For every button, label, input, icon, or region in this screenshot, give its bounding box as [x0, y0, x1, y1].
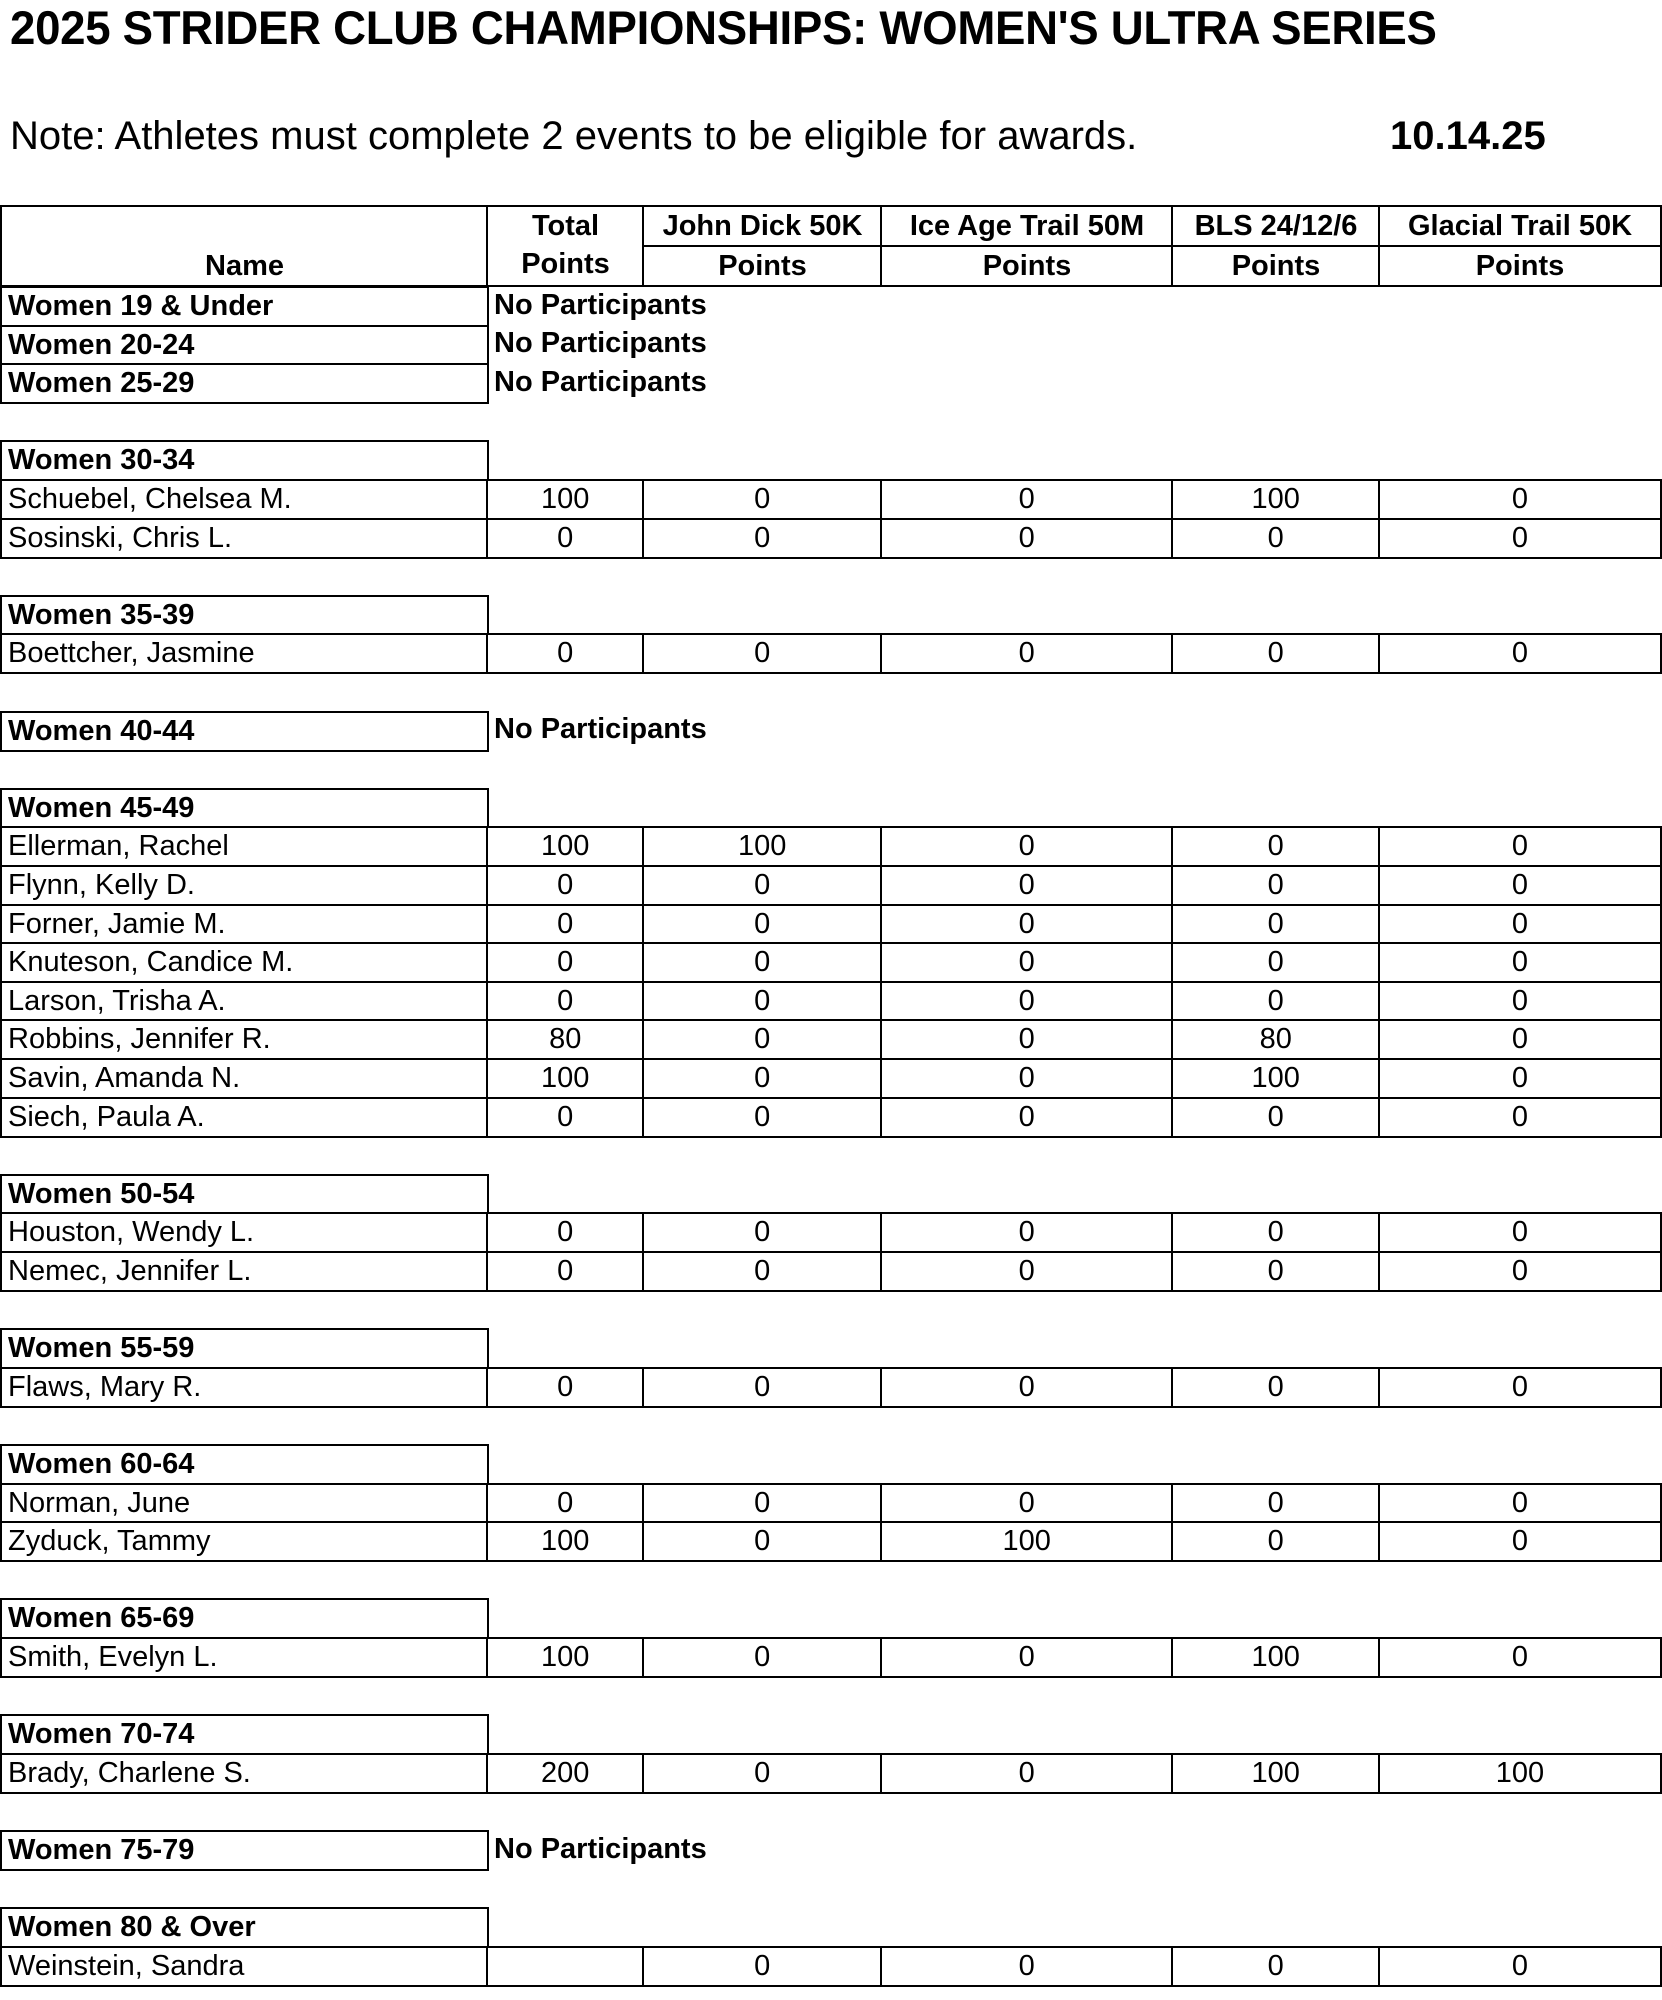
event-points-text: 0 [754, 1062, 771, 1095]
header-event-ice-age-trail-50m [880, 205, 1174, 247]
event-points [642, 1753, 883, 1794]
total-points [486, 518, 645, 559]
header-name-label: Name [205, 250, 284, 282]
total-points [486, 1483, 645, 1524]
event-points [1171, 1019, 1381, 1060]
event-points [1378, 1753, 1662, 1794]
header-event-bls-24-12-6 [1171, 205, 1381, 247]
athlete-name [0, 479, 489, 520]
header-total-sub-label: Points [521, 248, 610, 280]
athlete-name [0, 1483, 489, 1524]
event-points [880, 942, 1174, 983]
event-points [1378, 1483, 1662, 1524]
event-points [880, 1251, 1174, 1292]
event-points [880, 1212, 1174, 1253]
header-points-john-dick-50k [642, 245, 883, 287]
event-points-text: 0 [1511, 1641, 1529, 1674]
event-points-text: 0 [754, 637, 771, 670]
event-points [1378, 1097, 1662, 1138]
total-points [486, 1251, 645, 1292]
athlete-name-text: Houston, Wendy L. [8, 1216, 255, 1249]
no-participants-label: No Participants [494, 713, 707, 746]
athlete-name-text: Robbins, Jennifer R. [8, 1023, 271, 1056]
event-points [1378, 1251, 1662, 1292]
event-points-text: 0 [1018, 1949, 1035, 1982]
age-group-label [0, 1328, 489, 1369]
event-points [1171, 1753, 1381, 1794]
athlete-name [0, 865, 489, 906]
event-points-text: 0 [754, 869, 771, 902]
event-points [880, 1753, 1174, 1794]
age-group-label [0, 286, 489, 327]
event-points-text: 0 [754, 984, 771, 1017]
event-points [880, 633, 1174, 674]
event-points-text: 0 [1267, 637, 1284, 670]
event-points [880, 981, 1174, 1022]
event-points [1171, 1367, 1381, 1408]
athlete-name-text: Smith, Evelyn L. [8, 1641, 218, 1674]
event-points [880, 826, 1174, 867]
athlete-name [0, 1251, 489, 1292]
age-group-label [0, 788, 489, 829]
event-points [1171, 942, 1381, 983]
age-group-label [0, 1444, 489, 1485]
event-points [1171, 479, 1381, 520]
event-points-text: 0 [1018, 1023, 1035, 1056]
total-points-text: 0 [557, 1216, 574, 1249]
total-points-text: 100 [541, 1062, 590, 1095]
total-points-text: 0 [557, 1100, 574, 1133]
total-points-text: 0 [557, 946, 574, 979]
age-group-label-text: Women 70-74 [8, 1718, 195, 1751]
event-points [880, 904, 1174, 945]
athlete-name [0, 1367, 489, 1408]
event-points-text: 0 [1267, 907, 1284, 940]
event-points-text: 0 [1267, 869, 1284, 902]
event-points-text: 0 [1511, 1255, 1529, 1288]
total-points [486, 1753, 645, 1794]
event-points-text: 0 [1511, 521, 1529, 554]
event-points [642, 826, 883, 867]
points-label: Points [718, 249, 807, 282]
event-name: BLS 24/12/6 [1194, 209, 1358, 242]
age-group-label-text: Women 30-34 [8, 444, 195, 477]
event-points [642, 1367, 883, 1408]
event-points-text: 0 [1018, 1641, 1035, 1674]
event-points [880, 1637, 1174, 1678]
event-points-text: 0 [754, 946, 771, 979]
event-points-text: 0 [1511, 1486, 1529, 1519]
event-points [880, 479, 1174, 520]
event-points-text: 0 [754, 1100, 771, 1133]
athlete-name-text: Knuteson, Candice M. [8, 946, 294, 979]
event-points [1171, 1212, 1381, 1253]
event-points-text: 100 [1495, 1756, 1545, 1789]
age-group-label-text: Women 55-59 [8, 1332, 195, 1365]
header-points-bls-24-12-6 [1171, 245, 1381, 287]
event-points [642, 1483, 883, 1524]
event-points-text: 0 [754, 907, 771, 940]
event-points [1171, 1946, 1381, 1987]
event-points-text: 0 [1511, 1216, 1529, 1249]
age-group-label [0, 1907, 489, 1948]
event-points [1378, 479, 1662, 520]
no-participants-label: No Participants [494, 288, 707, 321]
event-points [1378, 904, 1662, 945]
event-points [1378, 865, 1662, 906]
athlete-name-text: Boettcher, Jasmine [8, 637, 255, 670]
event-points [1171, 518, 1381, 559]
event-points [1378, 826, 1662, 867]
event-points-text: 100 [1251, 483, 1300, 516]
age-group-label-text: Women 35-39 [8, 598, 195, 631]
athlete-name [0, 1019, 489, 1060]
athlete-name [0, 942, 489, 983]
total-points-text: 0 [557, 1255, 574, 1288]
total-points-text: 100 [541, 1641, 590, 1674]
event-points [642, 1058, 883, 1099]
event-points-text: 0 [1511, 984, 1529, 1017]
event-points-text: 0 [1267, 1216, 1284, 1249]
event-points-text: 0 [1267, 1525, 1284, 1558]
event-name: John Dick 50K [662, 209, 863, 242]
event-points-text: 0 [1267, 1949, 1284, 1982]
age-group-label [0, 711, 489, 752]
event-points-text: 0 [754, 1370, 771, 1403]
event-points-text: 100 [1251, 1062, 1300, 1095]
event-points [880, 1097, 1174, 1138]
event-points-text: 0 [1267, 984, 1284, 1017]
event-points-text: 0 [1267, 1255, 1284, 1288]
athlete-name-text: Flynn, Kelly D. [8, 869, 195, 902]
event-points-text: 0 [754, 1641, 771, 1674]
athlete-name [0, 1097, 489, 1138]
age-group-label-text: Women 50-54 [8, 1177, 195, 1210]
event-points [880, 518, 1174, 559]
total-points-text: 0 [557, 869, 574, 902]
athlete-name [0, 826, 489, 867]
total-points [486, 942, 645, 983]
age-group-label-text: Women 60-64 [8, 1448, 195, 1481]
athlete-name [0, 981, 489, 1022]
age-group-label-text: Women 75-79 [8, 1834, 195, 1867]
event-points-text: 0 [754, 1255, 771, 1288]
event-points-text: 0 [1267, 1486, 1284, 1519]
age-group-label-text: Women 80 & Over [8, 1911, 256, 1944]
event-points-text: 0 [1267, 1370, 1284, 1403]
header-event-glacial-trail-50k [1378, 205, 1662, 247]
event-points [880, 1483, 1174, 1524]
event-points-text: 0 [1018, 830, 1035, 863]
event-points [642, 1097, 883, 1138]
event-points [880, 1019, 1174, 1060]
event-points-text: 0 [1018, 1255, 1035, 1288]
total-points [486, 1019, 645, 1060]
age-group-label [0, 1830, 489, 1871]
event-points [1171, 633, 1381, 674]
event-points-text: 0 [1267, 521, 1284, 554]
event-points-text: 0 [1511, 830, 1529, 863]
event-points [1171, 904, 1381, 945]
event-points [642, 1946, 883, 1987]
total-points-text: 80 [549, 1023, 582, 1056]
event-points-text: 0 [1511, 1949, 1529, 1982]
event-points [642, 1521, 883, 1562]
athlete-name [0, 1212, 489, 1253]
event-points [1171, 826, 1381, 867]
age-group-label-text: Women 19 & Under [8, 290, 274, 323]
total-points [486, 1212, 645, 1253]
event-points [1171, 1251, 1381, 1292]
event-points [1171, 1097, 1381, 1138]
age-group-label-text: Women 25-29 [8, 367, 195, 400]
event-points [642, 479, 883, 520]
age-group-label-text: Women 20-24 [8, 328, 195, 361]
event-points [1378, 1058, 1662, 1099]
points-label: Points [1475, 249, 1565, 282]
event-points-text: 0 [1511, 907, 1529, 940]
athlete-name [0, 1058, 489, 1099]
header-points-ice-age-trail-50m [880, 245, 1174, 287]
total-points-text: 200 [541, 1756, 590, 1789]
event-points [1378, 1212, 1662, 1253]
event-points-text: 0 [1018, 1756, 1035, 1789]
total-points [486, 1058, 645, 1099]
event-points [1378, 1367, 1662, 1408]
event-points [1378, 942, 1662, 983]
event-points-text: 0 [754, 1486, 771, 1519]
event-points [642, 942, 883, 983]
total-points-text: 100 [541, 483, 590, 516]
event-points [880, 865, 1174, 906]
total-points-text: 0 [557, 907, 574, 940]
event-points [642, 865, 883, 906]
event-points-text: 0 [1267, 946, 1284, 979]
event-points [1171, 1483, 1381, 1524]
event-name: Ice Age Trail 50M [909, 209, 1145, 242]
event-points-text: 0 [1018, 946, 1035, 979]
event-points-text: 0 [754, 1525, 771, 1558]
athlete-name [0, 1521, 489, 1562]
event-points [1378, 981, 1662, 1022]
event-points [1378, 518, 1662, 559]
event-points-text: 0 [1511, 1525, 1529, 1558]
total-points-text: 0 [557, 984, 574, 1017]
athlete-name-text: Savin, Amanda N. [8, 1062, 241, 1095]
athlete-name-text: Ellerman, Rachel [8, 830, 229, 863]
total-points-text: 100 [541, 1525, 590, 1558]
total-points [486, 633, 645, 674]
total-points [486, 1637, 645, 1678]
event-points [642, 633, 883, 674]
event-points-text: 0 [1511, 869, 1529, 902]
event-points [642, 518, 883, 559]
event-points [1171, 1058, 1381, 1099]
event-points-text: 80 [1259, 1023, 1292, 1056]
event-points-text: 0 [1018, 907, 1035, 940]
event-points-text: 100 [1251, 1641, 1300, 1674]
event-points [1171, 865, 1381, 906]
age-group-label-text: Women 40-44 [8, 714, 195, 747]
age-group-label [0, 363, 489, 404]
athlete-name-text: Schuebel, Chelsea M. [8, 483, 292, 516]
total-points-text: 0 [557, 1370, 574, 1403]
athlete-name [0, 904, 489, 945]
header-total-points [486, 205, 645, 287]
total-points [486, 865, 645, 906]
event-points-text: 0 [1511, 1100, 1529, 1133]
event-points [642, 1251, 883, 1292]
event-points [1171, 1637, 1381, 1678]
event-points [880, 1058, 1174, 1099]
athlete-name [0, 1946, 489, 1987]
athlete-name-text: Brady, Charlene S. [8, 1756, 251, 1789]
event-points [1378, 1946, 1662, 1987]
age-group-label [0, 440, 489, 481]
event-points [642, 1212, 883, 1253]
event-points-text: 0 [1267, 1100, 1284, 1133]
total-points-text: 0 [557, 521, 574, 554]
total-points [486, 904, 645, 945]
event-points-text: 0 [1018, 984, 1035, 1017]
no-participants-label: No Participants [494, 327, 707, 360]
event-points-text: 100 [1251, 1756, 1300, 1789]
athlete-name [0, 633, 489, 674]
event-points-text: 0 [754, 1216, 771, 1249]
event-points-text: 0 [1018, 637, 1035, 670]
age-group-label [0, 1598, 489, 1639]
athlete-name [0, 518, 489, 559]
athlete-name-text: Zyduck, Tammy [8, 1525, 211, 1558]
event-points-text: 0 [1018, 483, 1035, 516]
event-points [1378, 633, 1662, 674]
event-points [880, 1521, 1174, 1562]
athlete-name-text: Norman, June [8, 1486, 191, 1519]
age-group-label [0, 595, 489, 636]
event-points-text: 0 [1018, 1062, 1035, 1095]
event-name: Glacial Trail 50K [1407, 209, 1633, 242]
athlete-name-text: Flaws, Mary R. [8, 1370, 202, 1403]
event-points [880, 1367, 1174, 1408]
event-points [1171, 981, 1381, 1022]
total-points [486, 1097, 645, 1138]
header-total-label: Total [531, 210, 600, 243]
event-points-text: 0 [1511, 1023, 1529, 1056]
athlete-name [0, 1637, 489, 1678]
total-points [486, 981, 645, 1022]
event-points [642, 1019, 883, 1060]
event-points [1171, 1521, 1381, 1562]
event-points-text: 0 [754, 521, 771, 554]
eligibility-note: Note: Athletes must complete 2 events to be eligible for awards. [10, 114, 1138, 158]
event-points-text: 100 [1002, 1525, 1051, 1558]
athlete-name-text: Sosinski, Chris L. [8, 521, 233, 554]
total-points-text: 100 [541, 830, 590, 863]
age-group-label [0, 325, 489, 366]
report-date: 10.14.25 [1390, 114, 1546, 158]
points-label: Points [982, 249, 1072, 282]
event-points-text: 0 [754, 1023, 771, 1056]
event-points-text: 0 [754, 1949, 771, 1982]
event-points-text: 0 [1018, 1486, 1035, 1519]
event-points [1378, 1019, 1662, 1060]
event-points-text: 0 [1511, 483, 1529, 516]
event-points [642, 981, 883, 1022]
athlete-name [0, 1753, 489, 1794]
event-points [642, 1637, 883, 1678]
points-label: Points [1231, 249, 1321, 282]
event-points-text: 0 [1511, 1062, 1529, 1095]
page-title: 2025 STRIDER CLUB CHAMPIONSHIPS: WOMEN'S ULTRA SERIES [10, 1, 1437, 54]
total-points [486, 1521, 645, 1562]
event-points-text: 0 [1018, 869, 1035, 902]
athlete-name-text: Weinstein, Sandra [8, 1949, 245, 1982]
event-points-text: 0 [1511, 946, 1529, 979]
event-points-text: 0 [1511, 1370, 1529, 1403]
event-points-text: 0 [1018, 1370, 1035, 1403]
athlete-name-text: Nemec, Jennifer L. [8, 1255, 252, 1288]
age-group-label [0, 1714, 489, 1755]
total-points [486, 1946, 645, 1987]
header-points-glacial-trail-50k [1378, 245, 1662, 287]
event-points-text: 0 [754, 1756, 771, 1789]
total-points [486, 826, 645, 867]
athlete-name-text: Larson, Trisha A. [8, 984, 226, 1017]
event-points [642, 904, 883, 945]
no-participants-label: No Participants [494, 365, 707, 398]
athlete-name-text: Forner, Jamie M. [8, 907, 226, 940]
event-points-text: 0 [754, 483, 771, 516]
total-points-text: 0 [557, 1486, 574, 1519]
total-points [486, 1367, 645, 1408]
event-points [880, 1946, 1174, 1987]
total-points [486, 479, 645, 520]
event-points-text: 0 [1018, 1100, 1035, 1133]
event-points [1378, 1521, 1662, 1562]
event-points-text: 0 [1018, 521, 1035, 554]
event-points-text: 0 [1511, 637, 1529, 670]
header-name [0, 205, 489, 287]
no-participants-label: No Participants [494, 1832, 707, 1865]
event-points-text: 0 [1018, 1216, 1035, 1249]
header-event-john-dick-50k [642, 205, 883, 247]
event-points-text: 100 [738, 830, 787, 863]
event-points-text: 0 [1267, 830, 1284, 863]
athlete-name-text: Siech, Paula A. [8, 1100, 205, 1133]
age-group-label [0, 1174, 489, 1215]
event-points [1378, 1637, 1662, 1678]
total-points-text: 0 [557, 637, 574, 670]
age-group-label-text: Women 45-49 [8, 791, 195, 824]
age-group-label-text: Women 65-69 [8, 1602, 195, 1635]
